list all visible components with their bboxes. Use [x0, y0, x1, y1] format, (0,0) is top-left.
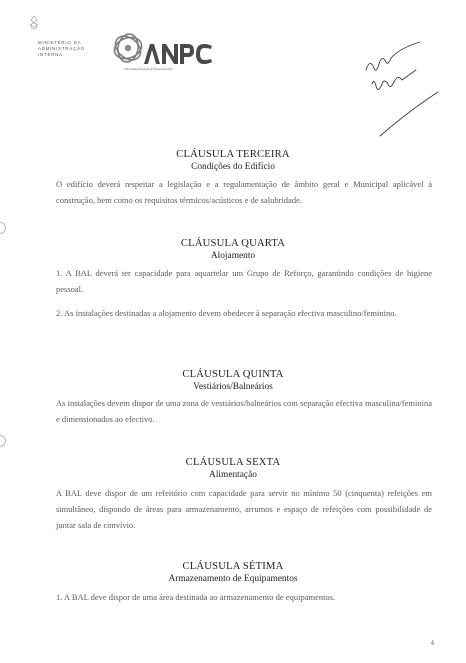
clause-sexta — [0, 456, 466, 481]
binder-hole — [0, 435, 6, 447]
clause-paragraph: A BAL deve dispor de um refeitório com capacidade para servir no mínimo 50 (cinquenta) refeições em simultâneo, dispondo de áreas para armazenamento, arrumos e espaço de refeições com possibilidade de juntar sala de convívio. — [56, 488, 432, 530]
clause-paragraph: 2. As instalações destinadas a alojamento devem obedecer à separação efectiva masculino/feminino. — [56, 308, 397, 318]
clause-quarta — [0, 237, 466, 262]
clause-title: CLÁUSULA SÉTIMA — [182, 561, 284, 572]
coat-of-arms-emblem — [24, 14, 44, 34]
ministry-line-1: MINISTÉRIO DA — [38, 40, 82, 45]
ministry-line-3: INTERNA — [38, 52, 63, 57]
clause-title: CLÁUSULA QUARTA — [180, 238, 286, 249]
clause-title: CLÁUSULA SEXTA — [185, 457, 281, 468]
binder-hole — [0, 222, 6, 234]
clause-paragraph: 1. A BAL deverá ter capacidade para aquartelar um Grupo de Reforço, garantindo condições de higiene pessoal. — [56, 268, 432, 294]
clause-paragraph: O edifício deverá respeitar a legislação e a regulamentação de âmbito geral e Municipal aplicável à construção, bem como os requisitos térmicos/acústicos e de salubridade. — [56, 179, 432, 205]
clause-title: CLÁUSULA QUINTA — [182, 369, 284, 380]
ministry-label — [38, 40, 85, 58]
clause-subtitle: Condições do Edifício — [191, 162, 275, 172]
clause-terceira — [0, 148, 466, 173]
clause-title: CLÁUSULA TERCEIRA — [176, 149, 290, 160]
clause-quinta — [0, 368, 466, 393]
anpc-subtitle: Autoridade Nacional de Protecção Civil — [124, 67, 173, 71]
handwritten-initials — [360, 40, 440, 140]
clause-subtitle: Armazenamento de Equipamentos — [168, 574, 298, 584]
clause-subtitle: Vestiários/Balneários — [193, 382, 273, 392]
clause-setima — [0, 560, 466, 585]
ministry-line-2: ADMINISTRAÇÃO — [38, 46, 85, 51]
clause-subtitle: Alojamento — [210, 251, 256, 261]
page-number: 4 — [430, 639, 434, 647]
clause-paragraph: 1. A BAL deve dispor de uma área destinada ao armazenamento de equipamentos. — [56, 592, 336, 602]
clause-subtitle: Alimentação — [209, 470, 257, 480]
clause-paragraph: As instalações devem dispor de uma zona de vestiários/balneários com separação efectiva masculina/feminina e dimensionados ao efectivo. — [56, 398, 432, 424]
